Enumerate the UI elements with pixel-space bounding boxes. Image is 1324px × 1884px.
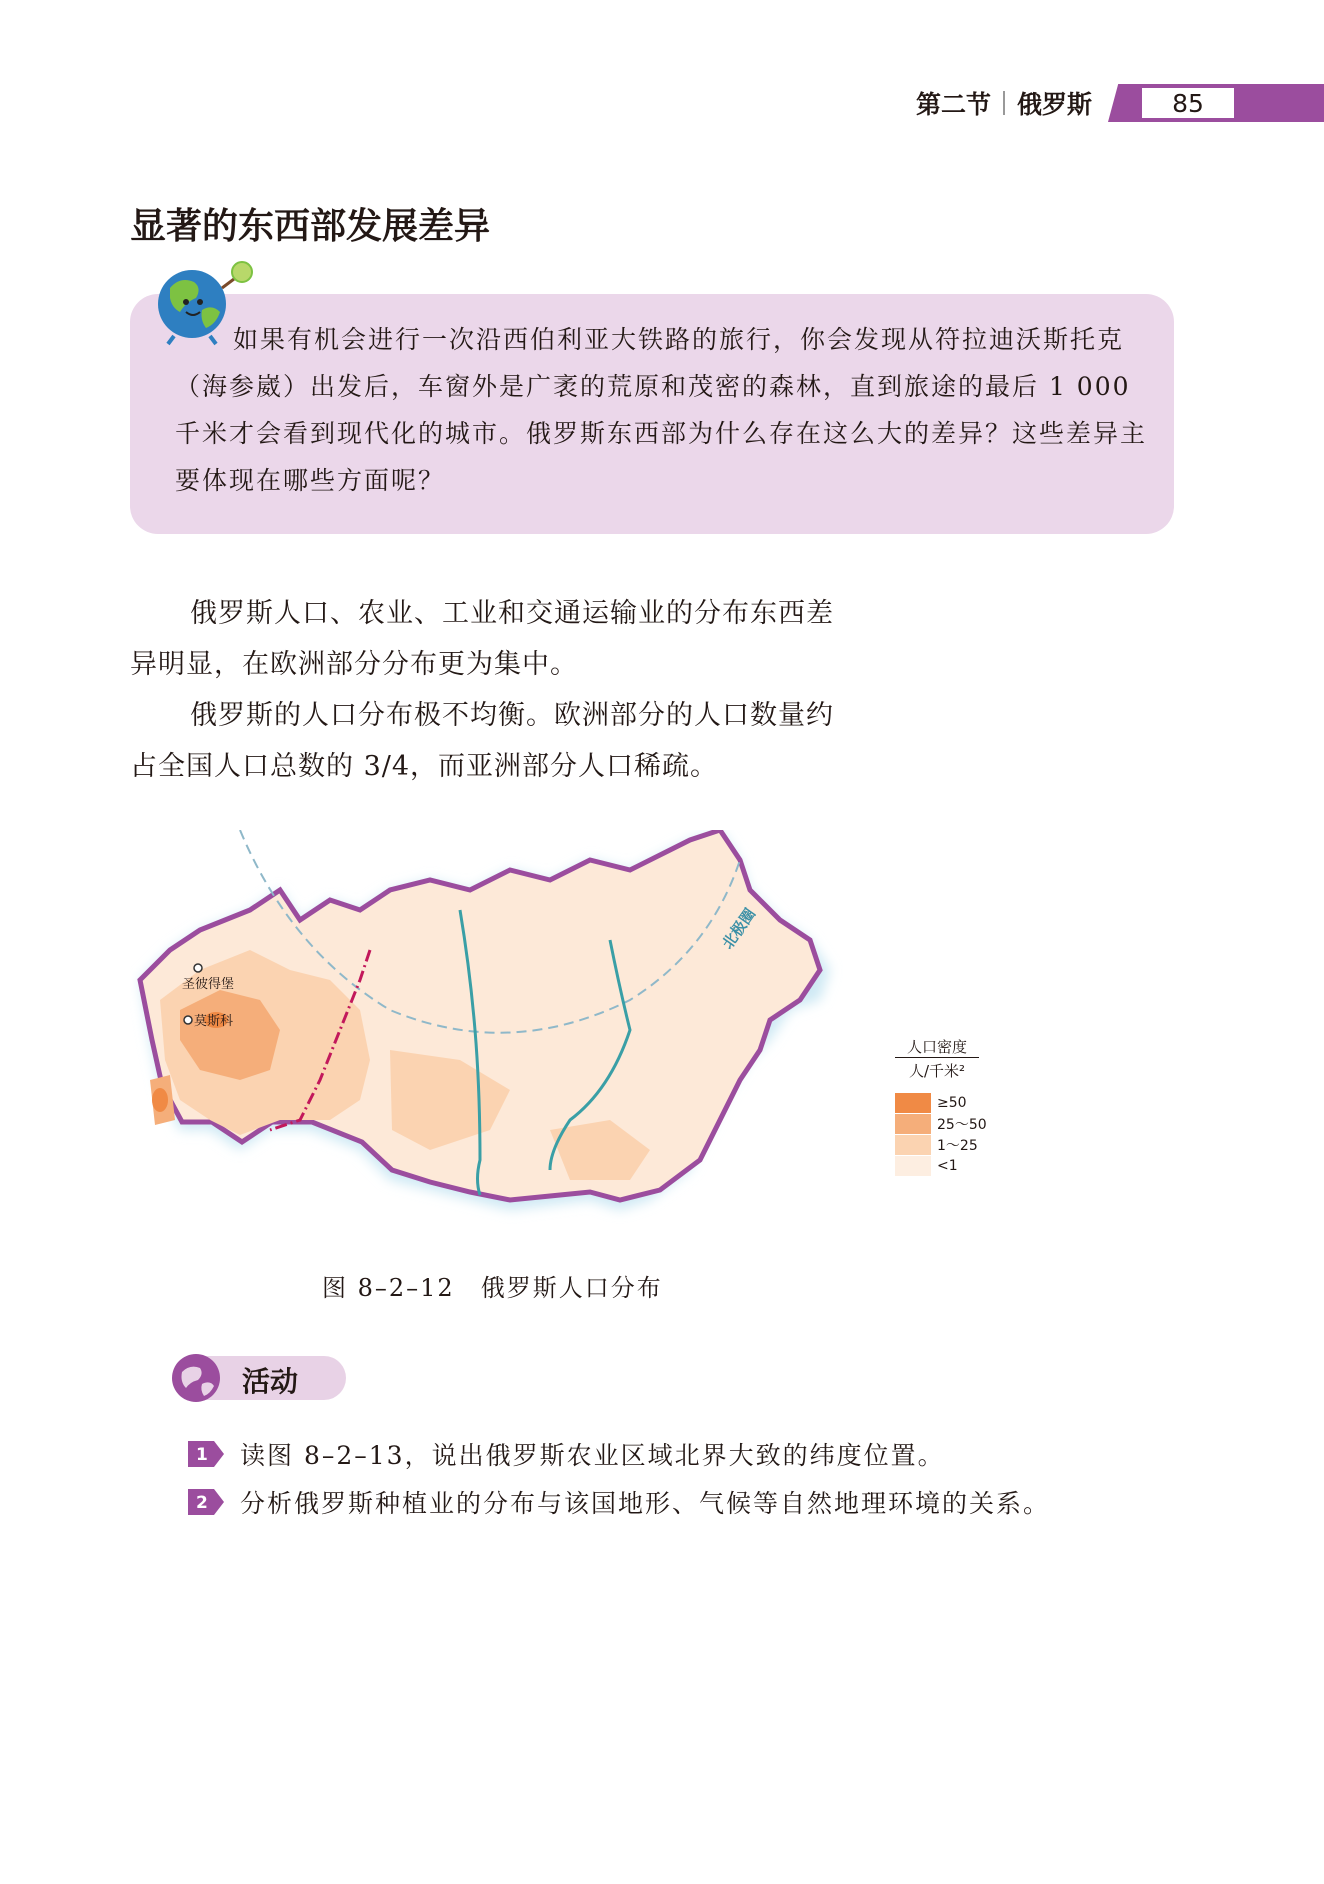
legend-item bbox=[895, 1156, 1005, 1176]
legend-unit: 人/千米² bbox=[895, 1057, 979, 1081]
activity-item-text: 读图 8–2–13，说出俄罗斯农业区域北界大致的纬度位置。 bbox=[240, 1441, 945, 1470]
number-badge-icon bbox=[188, 1441, 224, 1467]
activity-item-text: 分析俄罗斯种植业的分布与该国地形、气候等自然地理环境的关系。 bbox=[240, 1489, 1051, 1518]
paragraph-1: 俄罗斯人口、农业、工业和交通运输业的分布东西差异明显，在欧洲部分分布更为集中。 bbox=[130, 598, 834, 680]
number-badge-icon bbox=[188, 1489, 224, 1515]
legend-swatch bbox=[895, 1093, 931, 1113]
header-divider bbox=[1003, 91, 1005, 115]
header-chapter: 俄罗斯 bbox=[1016, 90, 1092, 119]
legend-item bbox=[895, 1114, 1005, 1134]
map-legend bbox=[895, 1036, 1005, 1176]
figure-caption: 图 8–2–12 俄罗斯人口分布 bbox=[322, 1274, 663, 1302]
legend-title: 人口密度 bbox=[906, 1038, 967, 1056]
intro-text: 如果有机会进行一次沿西伯利亚大铁路的旅行，你会发现从符拉迪沃斯托克（海参崴）出发后，车窗外是广袤的荒原和茂密的森林，直到旅途的最后 1 000 千米才会看到现代化的城市。俄罗斯东西部为什么存在这么大的差异？这些差异主要体现在哪些方面呢？ bbox=[175, 325, 1148, 495]
city-label-moscow: 莫斯科 bbox=[194, 1014, 234, 1029]
legend-swatch bbox=[895, 1114, 931, 1134]
legend-item bbox=[895, 1135, 1005, 1155]
city-marker bbox=[194, 964, 202, 972]
page-header bbox=[916, 84, 1324, 122]
activity-globe-icon bbox=[170, 1352, 222, 1404]
header-accent-bar bbox=[1234, 84, 1324, 122]
intro-box bbox=[130, 294, 1174, 534]
legend-item bbox=[895, 1093, 1005, 1113]
globe-mascot-icon bbox=[150, 258, 260, 348]
header-section: 第二节 bbox=[915, 90, 991, 119]
population-map bbox=[130, 830, 870, 1250]
activity-list bbox=[188, 1430, 1188, 1526]
russia-map-svg bbox=[130, 830, 870, 1250]
density-region-over-50 bbox=[152, 1088, 168, 1112]
item-number: 1 bbox=[196, 1445, 208, 1465]
arctic-circle-label: 北极圈 bbox=[718, 905, 760, 953]
activity-item bbox=[188, 1478, 1188, 1526]
city-label-st-petersburg: 圣彼得堡 bbox=[182, 977, 235, 992]
legend-items bbox=[895, 1093, 1005, 1176]
header-accent bbox=[1108, 84, 1142, 122]
city-marker bbox=[184, 1016, 192, 1024]
paragraph-2: 俄罗斯的人口分布极不均衡。欧洲部分的人口数量约占全国人口总数的 3/4，而亚洲部分人口稀疏。 bbox=[130, 700, 834, 782]
legend-swatch bbox=[895, 1135, 931, 1155]
activity-item bbox=[188, 1430, 1188, 1478]
page-number: 85 bbox=[1142, 84, 1234, 122]
activity-header bbox=[170, 1352, 346, 1404]
legend-label: 25～50 bbox=[937, 1117, 987, 1133]
legend-label: 1～25 bbox=[937, 1138, 978, 1154]
legend-swatch bbox=[895, 1156, 931, 1176]
legend-label: <1 bbox=[937, 1158, 958, 1174]
legend-label: ≥50 bbox=[937, 1095, 967, 1111]
activity-title: 活动 bbox=[242, 1365, 299, 1398]
item-number: 2 bbox=[196, 1493, 208, 1513]
section-title: 显著的东西部发展差异 bbox=[130, 206, 491, 247]
